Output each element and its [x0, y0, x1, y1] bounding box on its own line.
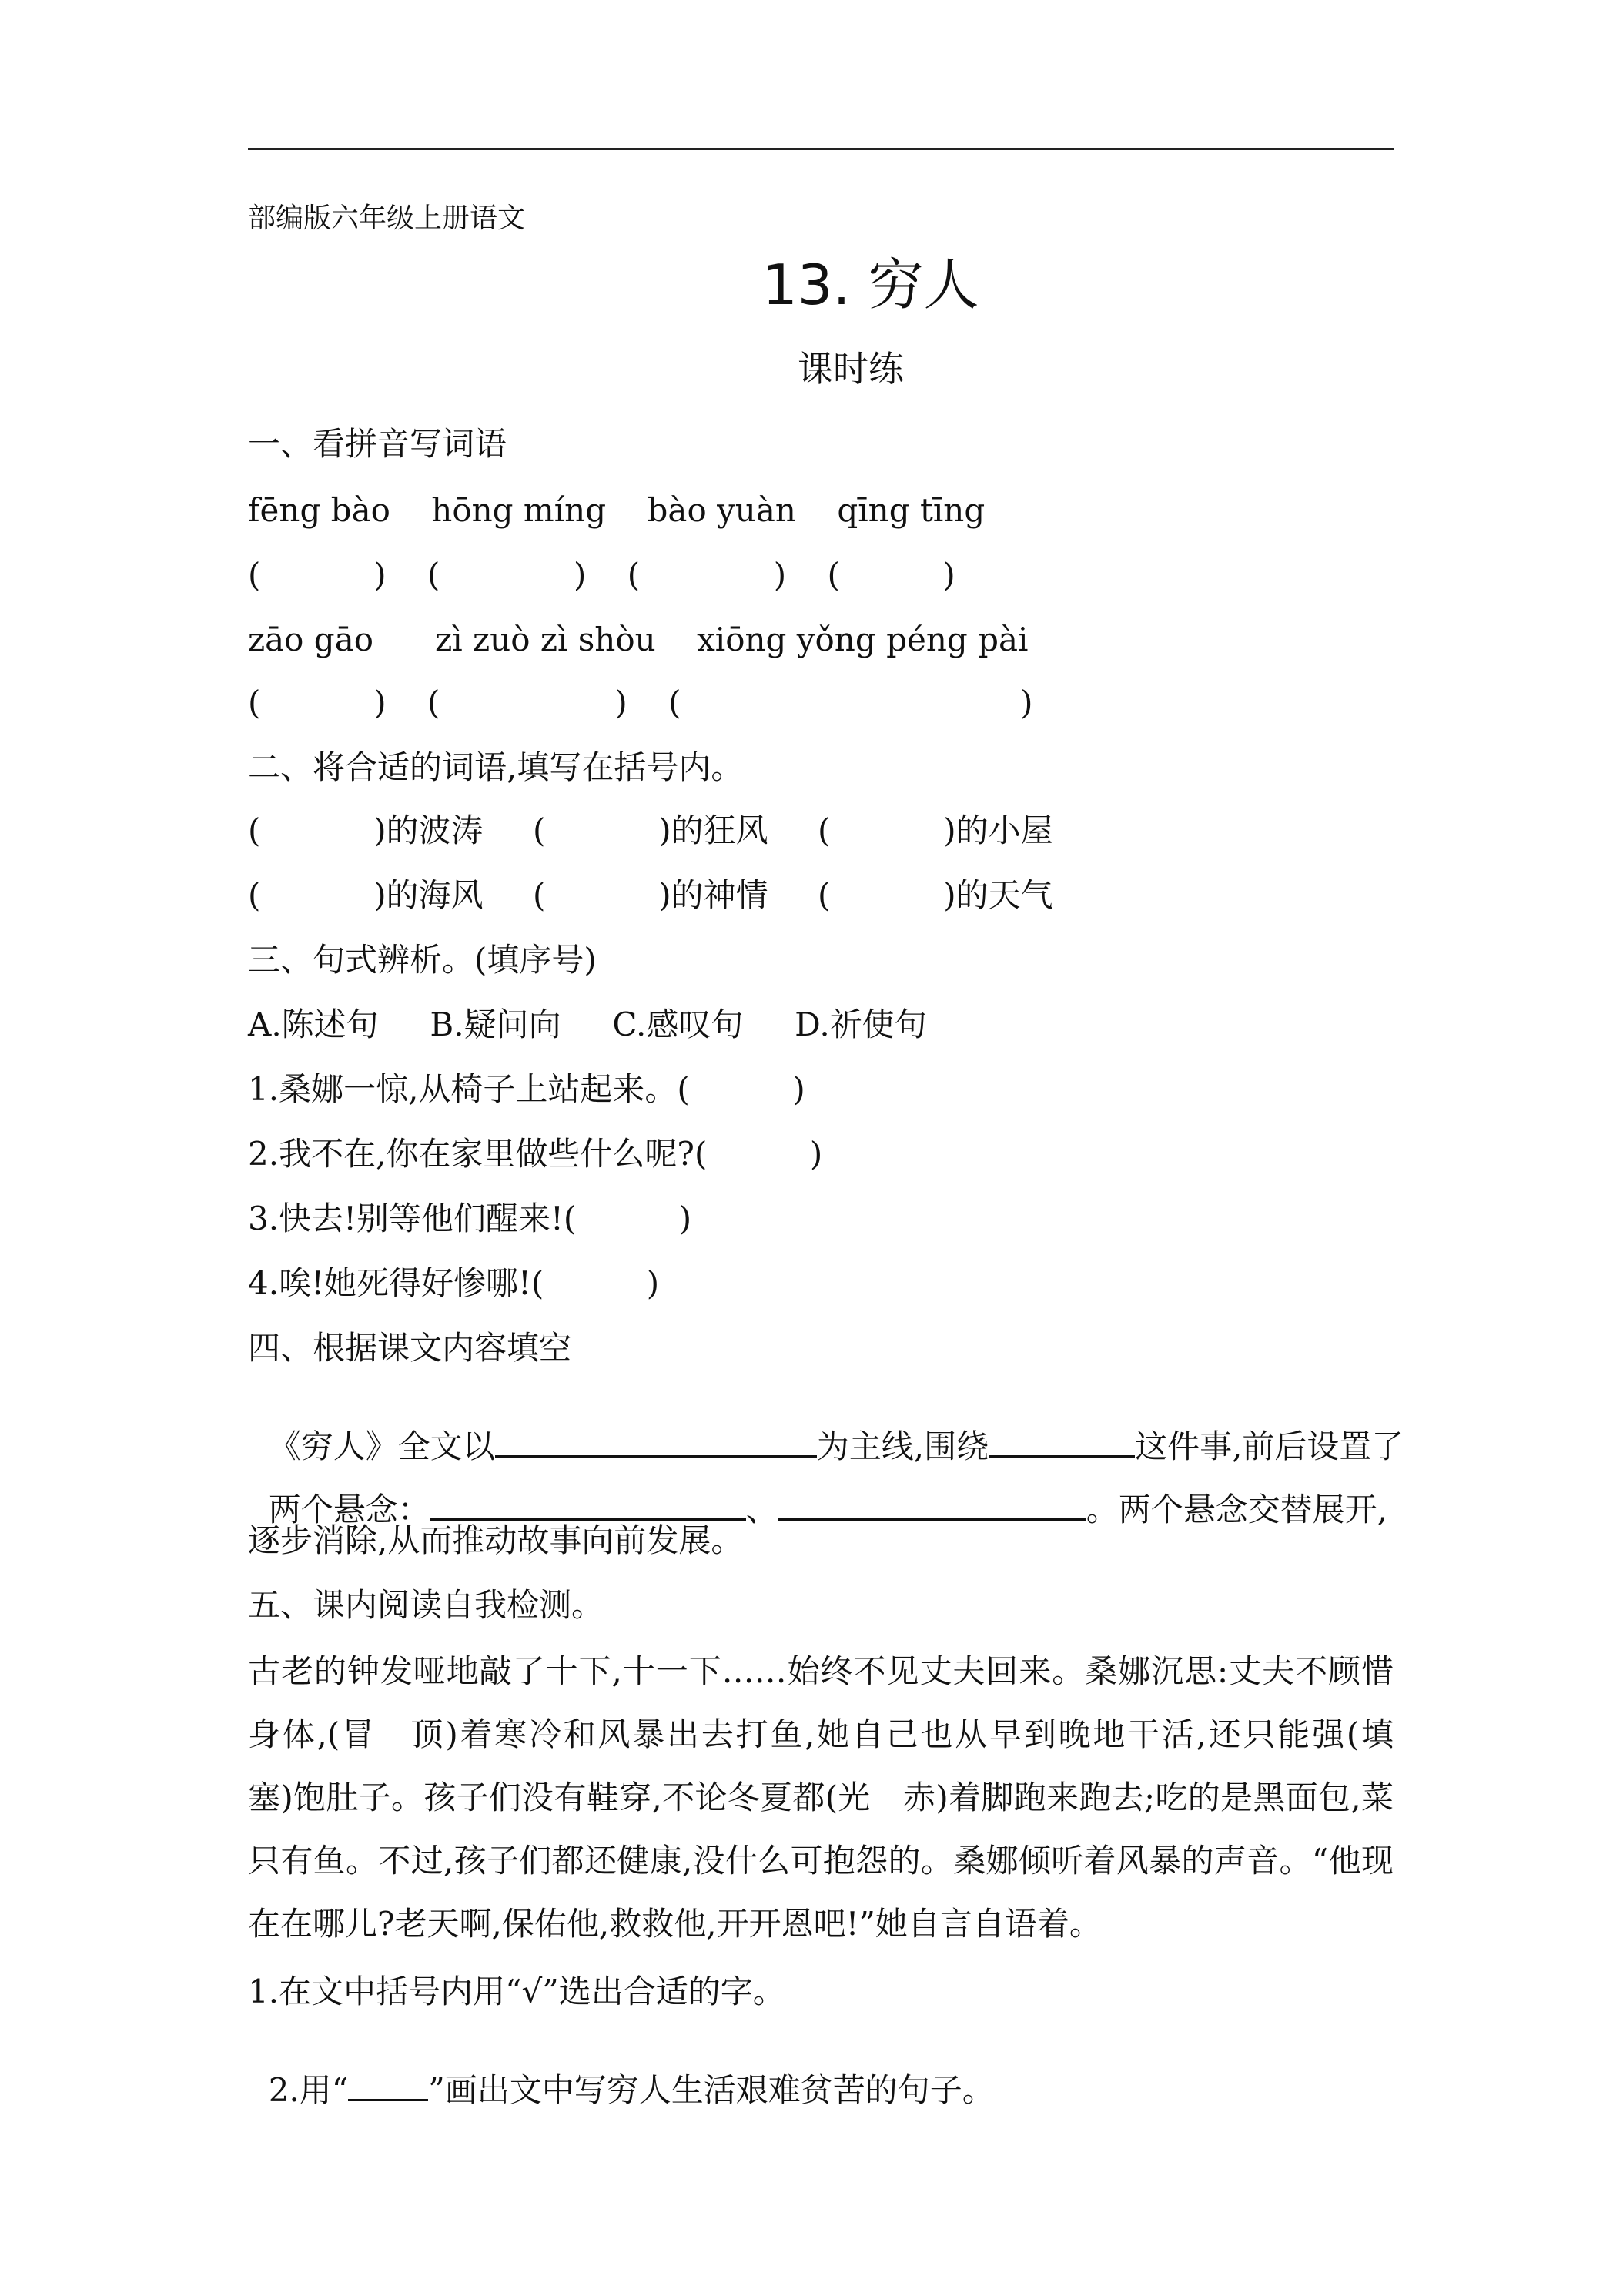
fill-item: ( )的海风: [248, 876, 484, 914]
answer-blank[interactable]: [495, 1429, 817, 1458]
question-text: 2.用“: [268, 2071, 349, 2109]
underline-sample: [348, 2073, 428, 2101]
fill-line-3: 逐步消除,从而推动故事向前发展。: [248, 1521, 744, 1559]
sentence-item: 3.快去!别等他们醒来!( ): [248, 1200, 692, 1237]
fill-item: ( )的小屋: [818, 812, 1053, 849]
fill-item: ( )的波涛: [248, 812, 484, 849]
fill-line-1: [248, 1397, 1404, 1463]
pinyin-row-1: fēng bào hōng míng bào yuàn qīng tīng: [248, 491, 986, 529]
question-2: [248, 2040, 995, 2107]
answer-blank[interactable]: [430, 1492, 746, 1521]
question-text: ”画出文中写穷人生活艰难贫苦的句子。: [428, 2071, 995, 2109]
header-rule: [248, 148, 1394, 150]
fill-text: 为主线,围绕: [816, 1427, 989, 1465]
fill-item: ( )的天气: [818, 876, 1053, 914]
subject-header: 部编版六年级上册语文: [248, 202, 526, 234]
page-title: 13. 穷人: [762, 253, 979, 317]
sentence-item: 1.桑娜一惊,从椅子上站起来。( ): [248, 1070, 805, 1108]
fill-item: ( )的神情: [533, 876, 768, 914]
fill-line-2: [248, 1460, 1387, 1526]
section4-heading: 四、根据课文内容填空: [248, 1329, 572, 1367]
fill-item: ( )的狂风: [533, 812, 768, 849]
fill-text: 、: [745, 1491, 778, 1528]
page-subtitle: 课时练: [798, 348, 904, 390]
section3-heading: 三、句式辨析。(填序号): [248, 941, 597, 979]
sentence-type-options: A.陈述句 B.疑问向 C.感叹句 D.祈使句: [248, 1006, 927, 1043]
fill-text: 《穷人》全文以: [268, 1427, 495, 1465]
fill-text: 。两个悬念交替展开,: [1086, 1491, 1388, 1528]
answer-blank[interactable]: [989, 1429, 1135, 1458]
bracket-row-2: ( ) ( ) ( ): [248, 684, 1033, 721]
sentence-item: 2.我不在,你在家里做些什么呢?( ): [248, 1135, 823, 1173]
section5-heading: 五、课内阅读自我检测。: [248, 1586, 604, 1624]
section2-heading: 二、将合适的词语,填写在括号内。: [248, 748, 744, 786]
sentence-item: 4.唉!她死得好惨哪!( ): [248, 1264, 660, 1302]
bracket-row-1: ( ) ( ) ( ) ( ): [248, 556, 955, 594]
fill-text: 这件事,前后设置了: [1135, 1427, 1404, 1465]
fill-text: 两个悬念：: [268, 1491, 430, 1528]
question-1: 1.在文中括号内用“√”选出合适的字。: [248, 1973, 785, 2010]
pinyin-row-2: zāo gāo zì zuò zì shòu xiōng yǒng péng pài: [248, 621, 1029, 658]
section1-heading: 一、看拼音写词语: [248, 425, 507, 463]
reading-passage: 古老的钟发哑地敲了十下,十一下……始终不见丈夫回来。桑娜沉思:丈夫不顾惜身体,(冒 顶)着寒冷和风暴出去打鱼,她自己也从早到晚地干活,还只能强(填 塞)饱肚子。孩子们没有鞋穿,不论冬夏都(光 赤)着脚跑来跑去;吃的是黑面包,菜只有鱼。不过,孩子们都还健康,没什么可抱怨的。桑娜倾听着风暴的声音。“他现在在哪儿?老天啊,保佑他,救救他,开开恩吧!”她自言自语着。: [248, 1652, 1427, 1943]
answer-blank[interactable]: [778, 1492, 1086, 1521]
